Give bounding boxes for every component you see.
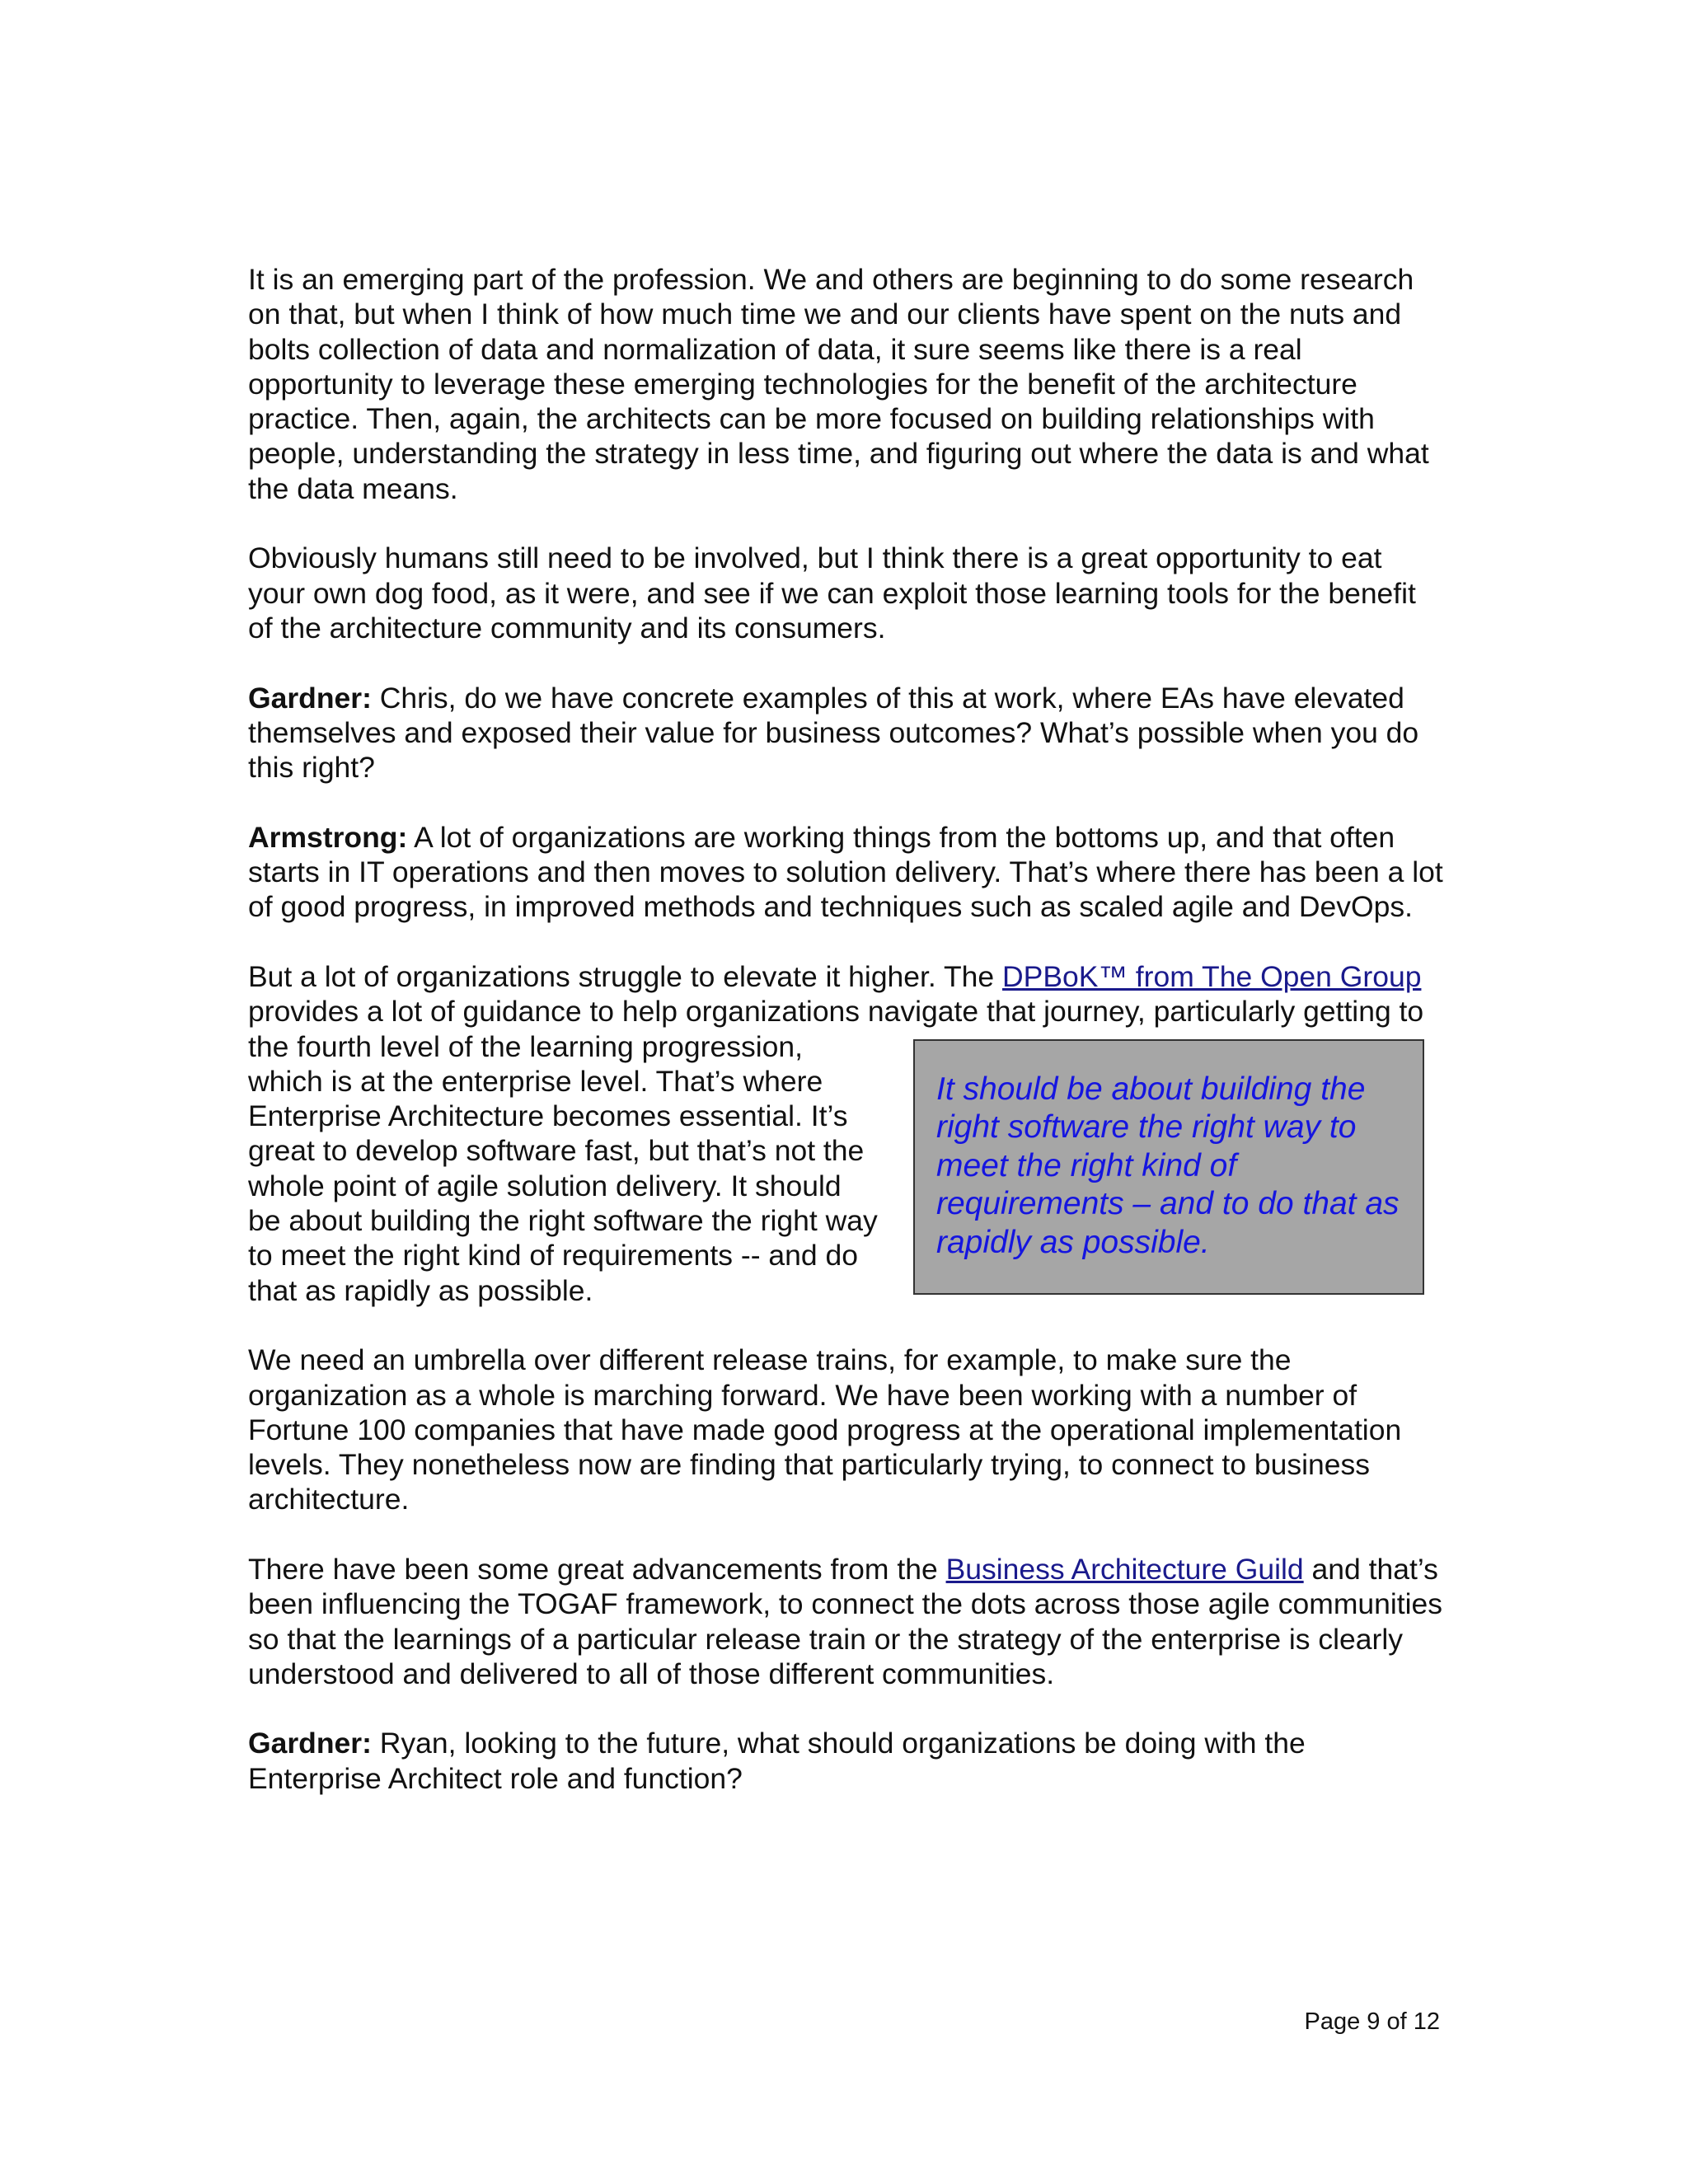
dpbok-link[interactable]: DPBoK™ from The Open Group (1002, 959, 1422, 993)
paragraph-6: We need an umbrella over different release trains, for example, to make sure the organization as a whole is marching forward. We have been working with a number of Fortune 100 companies that have made good progress at the operational implementation levels. They nonetheless now are finding that particularly trying, to connect to business architecture. (248, 1343, 1402, 1516)
business-architecture-guild-link[interactable]: Business Architecture Guild (945, 1552, 1304, 1586)
speaker-text: Ryan, looking to the future, what should organizations be doing with the Enterprise Architect role and function? (248, 1727, 1306, 1795)
paragraph-7-text-after: and that’s been influencing the TOGAF framework, to connect the dots across those agile communities so that the learnings of a particular release train or the strategy of the enterprise is clearly understood and delivered to all of those different communities. (248, 1552, 1443, 1690)
paragraph-7-text-before: There have been some great advancements from the (248, 1552, 946, 1586)
paragraph-2: Obviously humans still need to be involved, but I think there is a great opportunity to eat your own dog food, as it were, and see if we can exploit those learning tools for the benefit of the architecture community and its consumers. (248, 541, 1416, 644)
paragraph-8 (248, 1726, 1443, 1796)
pullquote-box (913, 1039, 1424, 1295)
paragraph-3 (248, 681, 1443, 785)
paragraph-1: It is an emerging part of the profession. We and others are beginning to do some research on that, but when I think of how much time we and our clients have spent on the nuts and bolts collection of data and normalization of data, it sure seems like there is a real opportunity to leverage these emerging technologies for the benefit of the architecture practice. Then, again, the architects can be more focused on building relationships with people, understanding the strategy in less time, and figuring out where the data is and what the data means. (248, 263, 1429, 505)
speaker-text: Chris, do we have concrete examples of this at work, where EAs have elevated themselves and exposed their value for business outcomes? What’s possible when you do this right? (248, 681, 1419, 785)
speaker-name: Gardner: (248, 1727, 372, 1760)
paragraph-5-text-tail: progression, which is at the enterprise level. That’s where Enterprise Architecture becomes essential. It’s great to develop software fast, but that’s not the whole point of agile solution delivery. It should be about building the right software the right way to meet the right kind of requirements -- and do that as rapidly as possible. (248, 1029, 878, 1307)
paragraph-7 (248, 1552, 1443, 1691)
paragraph-5-text-head: provides a lot of guidance to help organizations navigate that journey, particularly getting to the fourth level of the learning (248, 995, 1424, 1063)
speaker-name: Armstrong: (248, 820, 408, 854)
paragraph-5-text-before: But a lot of organizations struggle to elevate it higher. The (248, 959, 1003, 993)
speaker-name: Gardner: (248, 681, 372, 715)
paragraph-5-with-pullquote (248, 959, 1443, 1308)
speaker-text: A lot of organizations are working things from the bottoms up, and that often starts in IT operations and then moves to solution delivery. That’s where there has been a lot of good progress, in improved methods and techniques such as scaled agile and DevOps. (248, 820, 1443, 924)
paragraph-4 (248, 820, 1443, 925)
page-number: Page 9 of 12 (1304, 2008, 1440, 2035)
pullquote-text: It should be about building the right software the right way to meet the right kind of requirements – and to do that as rapidly as possible. (936, 1071, 1400, 1260)
document-body (248, 262, 1443, 1796)
